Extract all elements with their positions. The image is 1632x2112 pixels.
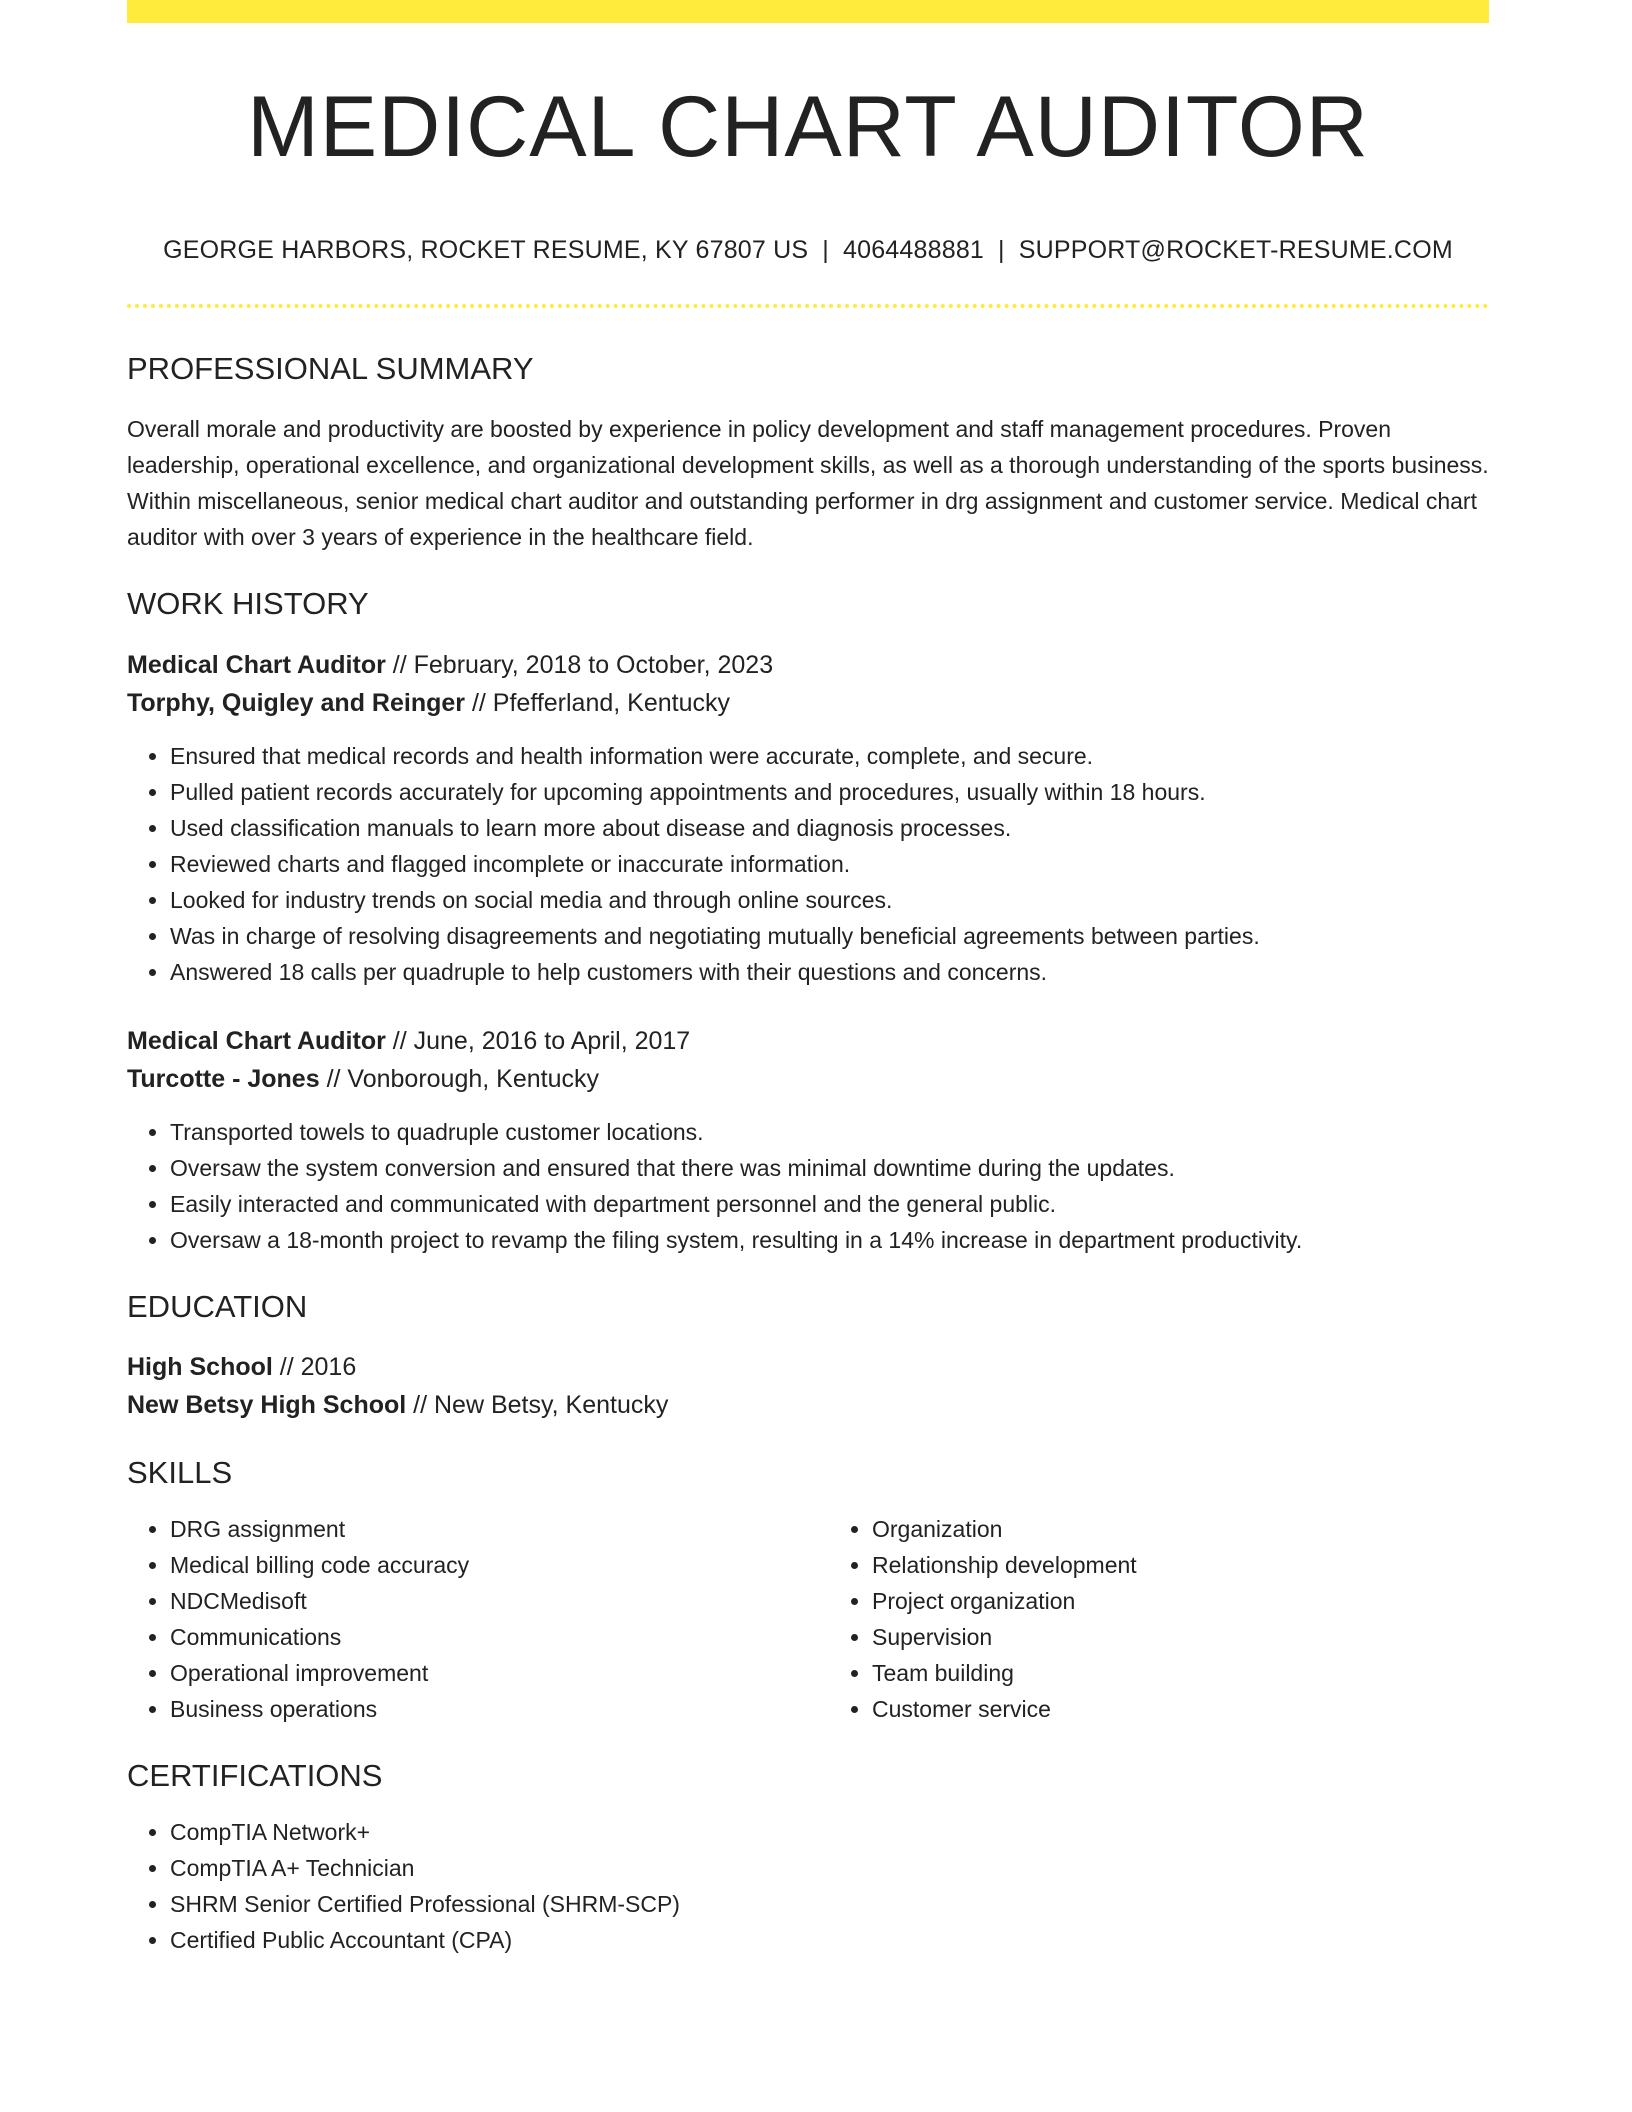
job-bullet: • Reviewed charts and flagged incomplete or inaccurate information. bbox=[170, 846, 1489, 882]
job-bullet: • Answered 18 calls per quadruple to help customers with their questions and concerns. bbox=[170, 954, 1489, 990]
education-school-line bbox=[127, 1386, 1489, 1424]
job-bullet: • Oversaw the system conversion and ensured that there was minimal downtime during the updates. bbox=[170, 1150, 1489, 1186]
job-title: Medical Chart Auditor bbox=[127, 651, 386, 680]
job-bullets bbox=[127, 738, 1489, 990]
work-history-heading: WORK HISTORY bbox=[127, 586, 369, 622]
skill-item: • Organization bbox=[872, 1511, 1489, 1547]
job-entry bbox=[127, 646, 1489, 990]
education-heading: EDUCATION bbox=[127, 1289, 308, 1325]
job-dates: // June, 2016 to April, 2017 bbox=[385, 1027, 691, 1056]
job-bullet: • Was in charge of resolving disagreements and negotiating mutually beneficial agreements between parties. bbox=[170, 918, 1489, 954]
skill-item: • Supervision bbox=[872, 1619, 1489, 1655]
certification-item: • CompTIA Network+ bbox=[170, 1814, 1489, 1850]
job-dates: // February, 2018 to October, 2023 bbox=[385, 651, 774, 680]
skills-grid bbox=[127, 1511, 1489, 1727]
skill-item: • NDCMedisoft bbox=[170, 1583, 787, 1619]
skill-item: • Business operations bbox=[170, 1691, 787, 1727]
job-company: Torphy, Quigley and Reinger bbox=[127, 689, 466, 718]
job-location: // Vonborough, Kentucky bbox=[319, 1065, 599, 1094]
education-degree: High School bbox=[127, 1352, 273, 1381]
job-bullet: • Pulled patient records accurately for upcoming appointments and procedures, usually within 18 hours. bbox=[170, 774, 1489, 810]
contact-separator: | bbox=[998, 236, 1005, 264]
education-location: // New Betsy, Kentucky bbox=[406, 1390, 669, 1419]
skill-item: • Team building bbox=[872, 1655, 1489, 1691]
education-school: New Betsy High School bbox=[127, 1390, 407, 1419]
skill-item: • Project organization bbox=[872, 1583, 1489, 1619]
job-bullet: • Used classification manuals to learn more about disease and diagnosis processes. bbox=[170, 810, 1489, 846]
summary-text: Overall morale and productivity are boosted by experience in policy development and staff management procedures. Proven leadership, operational excellence, and organizational development skills, as well as a thorough understanding of the sports business. Within miscellaneous, senior medical chart auditor and outstanding performer in drg assignment and customer service. Medical chart auditor with over 3 years of experience in the healthcare field. bbox=[127, 416, 1489, 551]
skill-item: • Operational improvement bbox=[170, 1655, 787, 1691]
skills-column-left bbox=[127, 1511, 787, 1727]
contact-address: GEORGE HARBORS, ROCKET RESUME, KY 67807 US bbox=[163, 236, 809, 264]
job-title: Medical Chart Auditor bbox=[127, 1027, 386, 1056]
contact-separator: | bbox=[822, 236, 829, 264]
job-bullets bbox=[127, 1114, 1489, 1258]
certification-item: • CompTIA A+ Technician bbox=[170, 1850, 1489, 1886]
education-entry bbox=[127, 1348, 1489, 1424]
education-degree-line bbox=[127, 1348, 1489, 1386]
skills-column-right bbox=[829, 1511, 1489, 1727]
skill-item: • Communications bbox=[170, 1619, 787, 1655]
job-bullet: • Oversaw a 18-month project to revamp the filing system, resulting in a 14% increase in department productivity. bbox=[170, 1222, 1489, 1258]
job-entry bbox=[127, 1022, 1489, 1258]
accent-top-bar bbox=[127, 0, 1489, 23]
dotted-divider bbox=[127, 304, 1489, 308]
contact-phone: 4064488881 bbox=[842, 236, 985, 264]
job-title-line bbox=[127, 1022, 1489, 1060]
certification-item: • SHRM Senior Certified Professional (SHRM-SCP) bbox=[170, 1886, 1489, 1922]
certifications-list bbox=[127, 1814, 1489, 1958]
certifications-heading: CERTIFICATIONS bbox=[127, 1757, 383, 1793]
job-company: Turcotte - Jones bbox=[127, 1065, 320, 1094]
job-company-line bbox=[127, 684, 1489, 722]
certification-item: • Certified Public Accountant (CPA) bbox=[170, 1922, 1489, 1958]
job-title-line bbox=[127, 646, 1489, 684]
contact-line bbox=[127, 236, 1489, 265]
job-company-line bbox=[127, 1060, 1489, 1098]
skill-item: • Customer service bbox=[872, 1691, 1489, 1727]
resume-body bbox=[127, 350, 1489, 1958]
resume-title: MEDICAL CHART AUDITOR bbox=[247, 79, 1369, 175]
contact-email: SUPPORT@ROCKET-RESUME.COM bbox=[1018, 236, 1453, 264]
skill-item: • DRG assignment bbox=[170, 1511, 787, 1547]
skills-heading: SKILLS bbox=[127, 1454, 233, 1490]
education-year: // 2016 bbox=[272, 1352, 357, 1381]
job-bullet: • Ensured that medical records and health information were accurate, complete, and secure. bbox=[170, 738, 1489, 774]
summary-heading: PROFESSIONAL SUMMARY bbox=[127, 351, 534, 386]
job-bullet: • Transported towels to quadruple customer locations. bbox=[170, 1114, 1489, 1150]
job-location: // Pfefferland, Kentucky bbox=[465, 689, 730, 718]
skill-item: • Medical billing code accuracy bbox=[170, 1547, 787, 1583]
job-bullet: • Looked for industry trends on social media and through online sources. bbox=[170, 882, 1489, 918]
skill-item: • Relationship development bbox=[872, 1547, 1489, 1583]
job-bullet: • Easily interacted and communicated with department personnel and the general public. bbox=[170, 1186, 1489, 1222]
